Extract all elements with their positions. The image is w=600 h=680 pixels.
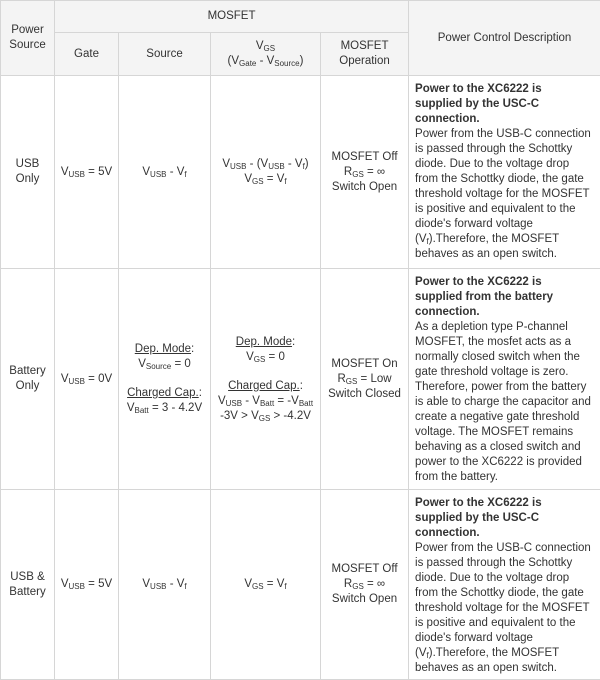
power-source-cell: USB & Battery <box>1 490 55 680</box>
table-row <box>1 269 600 490</box>
power-source-cell: USB Only <box>1 76 55 269</box>
description-lead: Power to the XC6222 is supplied by the USC-C connection. <box>415 496 592 541</box>
header-gate: Gate <box>55 33 119 76</box>
header-power-source: Power Source <box>1 1 55 76</box>
gate-cell: $V_{USB} = 0V$ <box>55 269 119 490</box>
table-row <box>1 490 600 680</box>
gate-cell: $V_{USB} = 5V$ <box>55 490 119 680</box>
operation-cell: MOSFET Off $R_{GS}$ = ∞ Switch Open <box>321 76 409 269</box>
description-cell <box>409 269 600 490</box>
description-body: Power from the USB-C connection is passed through the Schottky diode. Due to the voltage drop from the Schottky diode, the gate threshold voltage for the MOSFET is positive and equivalent to the diode's forward voltage <box>415 542 591 644</box>
table-row <box>1 76 600 269</box>
vgs-cell: Dep. Mode: $V_{GS} = 0$ Charged Cap.: $V_{USB} - V_{Batt} = -V_{Batt}$ $-3V > V_{GS} > -4.2V$ <box>211 269 321 490</box>
vgs-cell: $V_{USB} - (V_{USB} - V_f)$ $V_{GS} = V_f$ <box>211 76 321 269</box>
source-cell: Dep. Mode: $V_{Source} = 0$ Charged Cap.: $V_{Batt} = 3 - 4.2V$ <box>119 269 211 490</box>
description-lead: Power to the XC6222 is supplied by the USC-C connection. <box>415 82 592 127</box>
description-cell: Power to the XC6222 is supplied by the USC-C connection. Power from the USB-C connection is passed through the Schottky diode. Due to the voltage drop from the Schottky diode, the gate threshold voltage for the MOSFET is positive and equivalent to the diode's forward voltage $(V_f).Therefore$, the MOSFET behaves as an open switch. <box>409 76 600 269</box>
source-cell: $V_{USB} - V_f$ <box>119 76 211 269</box>
description-body: Power from the USB-C connection is passed through the Schottky diode. Due to the voltage drop from the Schottky diode, the gate threshold voltage for the MOSFET is positive and equivalent to the diode's forward voltage <box>415 128 591 230</box>
header-mosfet: MOSFET <box>55 1 409 33</box>
header-description: Power Control Description <box>409 1 600 76</box>
description-lead: Power to the XC6222 is supplied from the battery connection. <box>415 275 592 320</box>
operation-cell: MOSFET On $R_{GS}$ = Low Switch Closed <box>321 269 409 490</box>
gate-cell: $V_{USB} = 5V$ <box>55 76 119 269</box>
description-cell: Power to the XC6222 is supplied by the USC-C connection. Power from the USB-C connection is passed through the Schottky diode. Due to the voltage drop from the Schottky diode, the gate threshold voltage for the MOSFET is positive and equivalent to the diode's forward voltage $(V_f).Therefore$, the MOSFET behaves as an open switch. <box>409 490 600 680</box>
description-body: As a depletion type P-channel MOSFET, the mosfet acts as a normally closed switch when the gate threshold voltage is zero. Therefore, power from the battery is able to charge the capacitor and create a negative gate threshold voltage. The MOSFET remains behaving as a closed switch and power to the XC6222 is provided from the battery. <box>415 321 591 483</box>
source-cell: $V_{USB} - V_f$ <box>119 490 211 680</box>
power-source-cell: Battery Only <box>1 269 55 490</box>
header-mosfet-operation: MOSFET Operation <box>321 33 409 76</box>
vgs-cell: $V_{GS} = V_f$ <box>211 490 321 680</box>
header-source: Source <box>119 33 211 76</box>
operation-cell: MOSFET Off $R_{GS}$ = ∞ Switch Open <box>321 490 409 680</box>
header-vgs: $V_{GS}$ $(V_{Gate} - V_{Source})$ <box>211 33 321 76</box>
